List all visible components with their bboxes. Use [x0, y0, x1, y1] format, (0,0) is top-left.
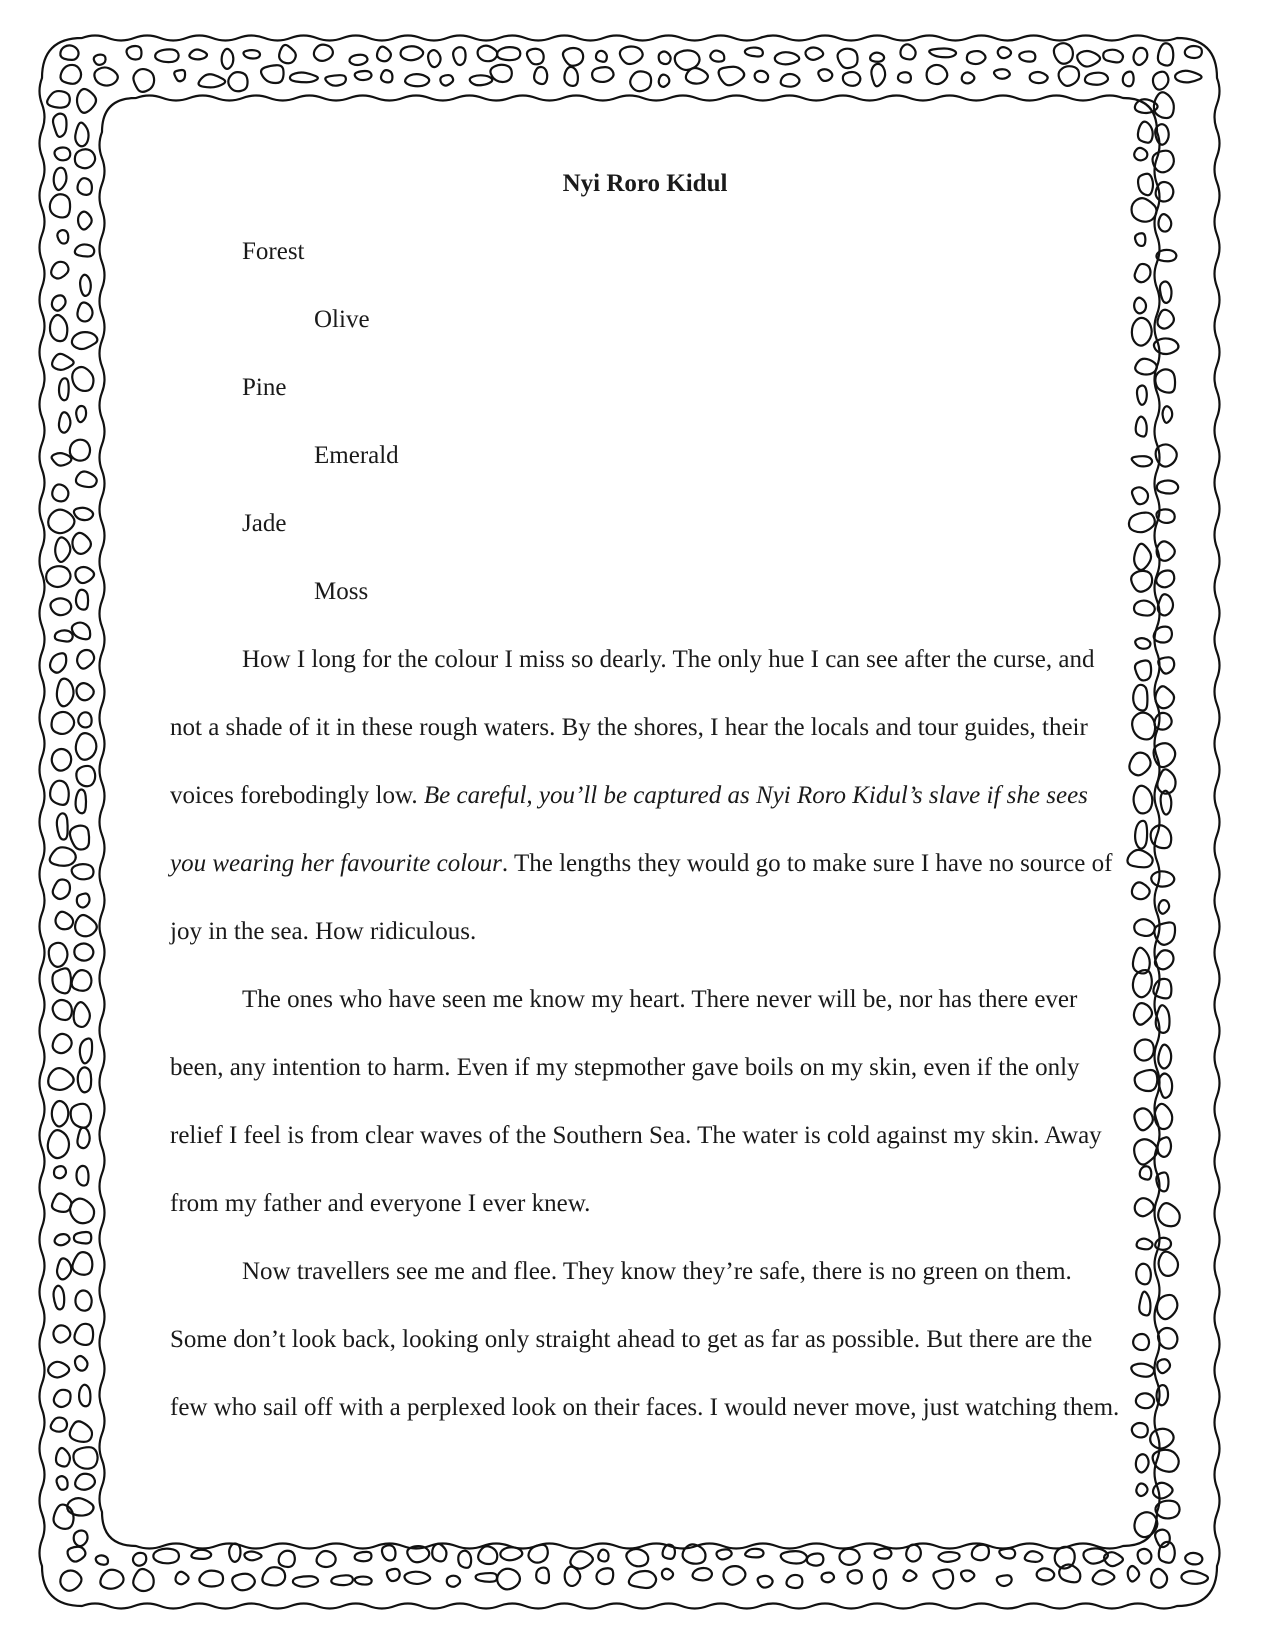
poem-line-olive: Olive — [314, 306, 370, 333]
paragraph-1-text-a: How I long for the colour I miss so dearly. The only hue I can see after the curse, and not a shade of it in these rough waters. By the shores, I hear the locals and tour guides, their voices forebodingly low. — [170, 646, 1095, 809]
paragraph-1 — [170, 626, 1120, 966]
poem-line-forest: Forest — [242, 238, 305, 265]
paragraph-2: The ones who have seen me know my heart. There never will be, nor has there ever been, any intention to harm. Even if my stepmother gave boils on my skin, even if the only relief I feel is from clear waves of the Southern Sea. The water is cold against my skin. Away from my father and everyone I ever knew. — [170, 986, 1102, 1217]
poem-line-moss: Moss — [314, 578, 369, 605]
poem-line-pine: Pine — [242, 374, 287, 401]
paragraph-3: Now travellers see me and flee. They know they’re safe, there is no green on them. Some don’t look back, looking only straight ahead to get as far as possible. But there are the few who sail off with a perplexed look on their faces. I would never move, just watching them. — [170, 1258, 1120, 1421]
document-body — [170, 150, 1120, 1442]
paragraph-1-italic-warning: Be careful, you’ll be captured as Nyi Roro Kidul’s slave if she sees you wearing her favourite colour — [170, 782, 1088, 877]
page-title: Nyi Roro Kidul — [562, 170, 728, 197]
paragraph-1-text-b: . The lengths they would go to make sure I have no source of joy in the sea. How ridiculous. — [170, 850, 1113, 945]
poem-line-emerald: Emerald — [314, 442, 399, 469]
poem-line-jade: Jade — [242, 510, 287, 537]
